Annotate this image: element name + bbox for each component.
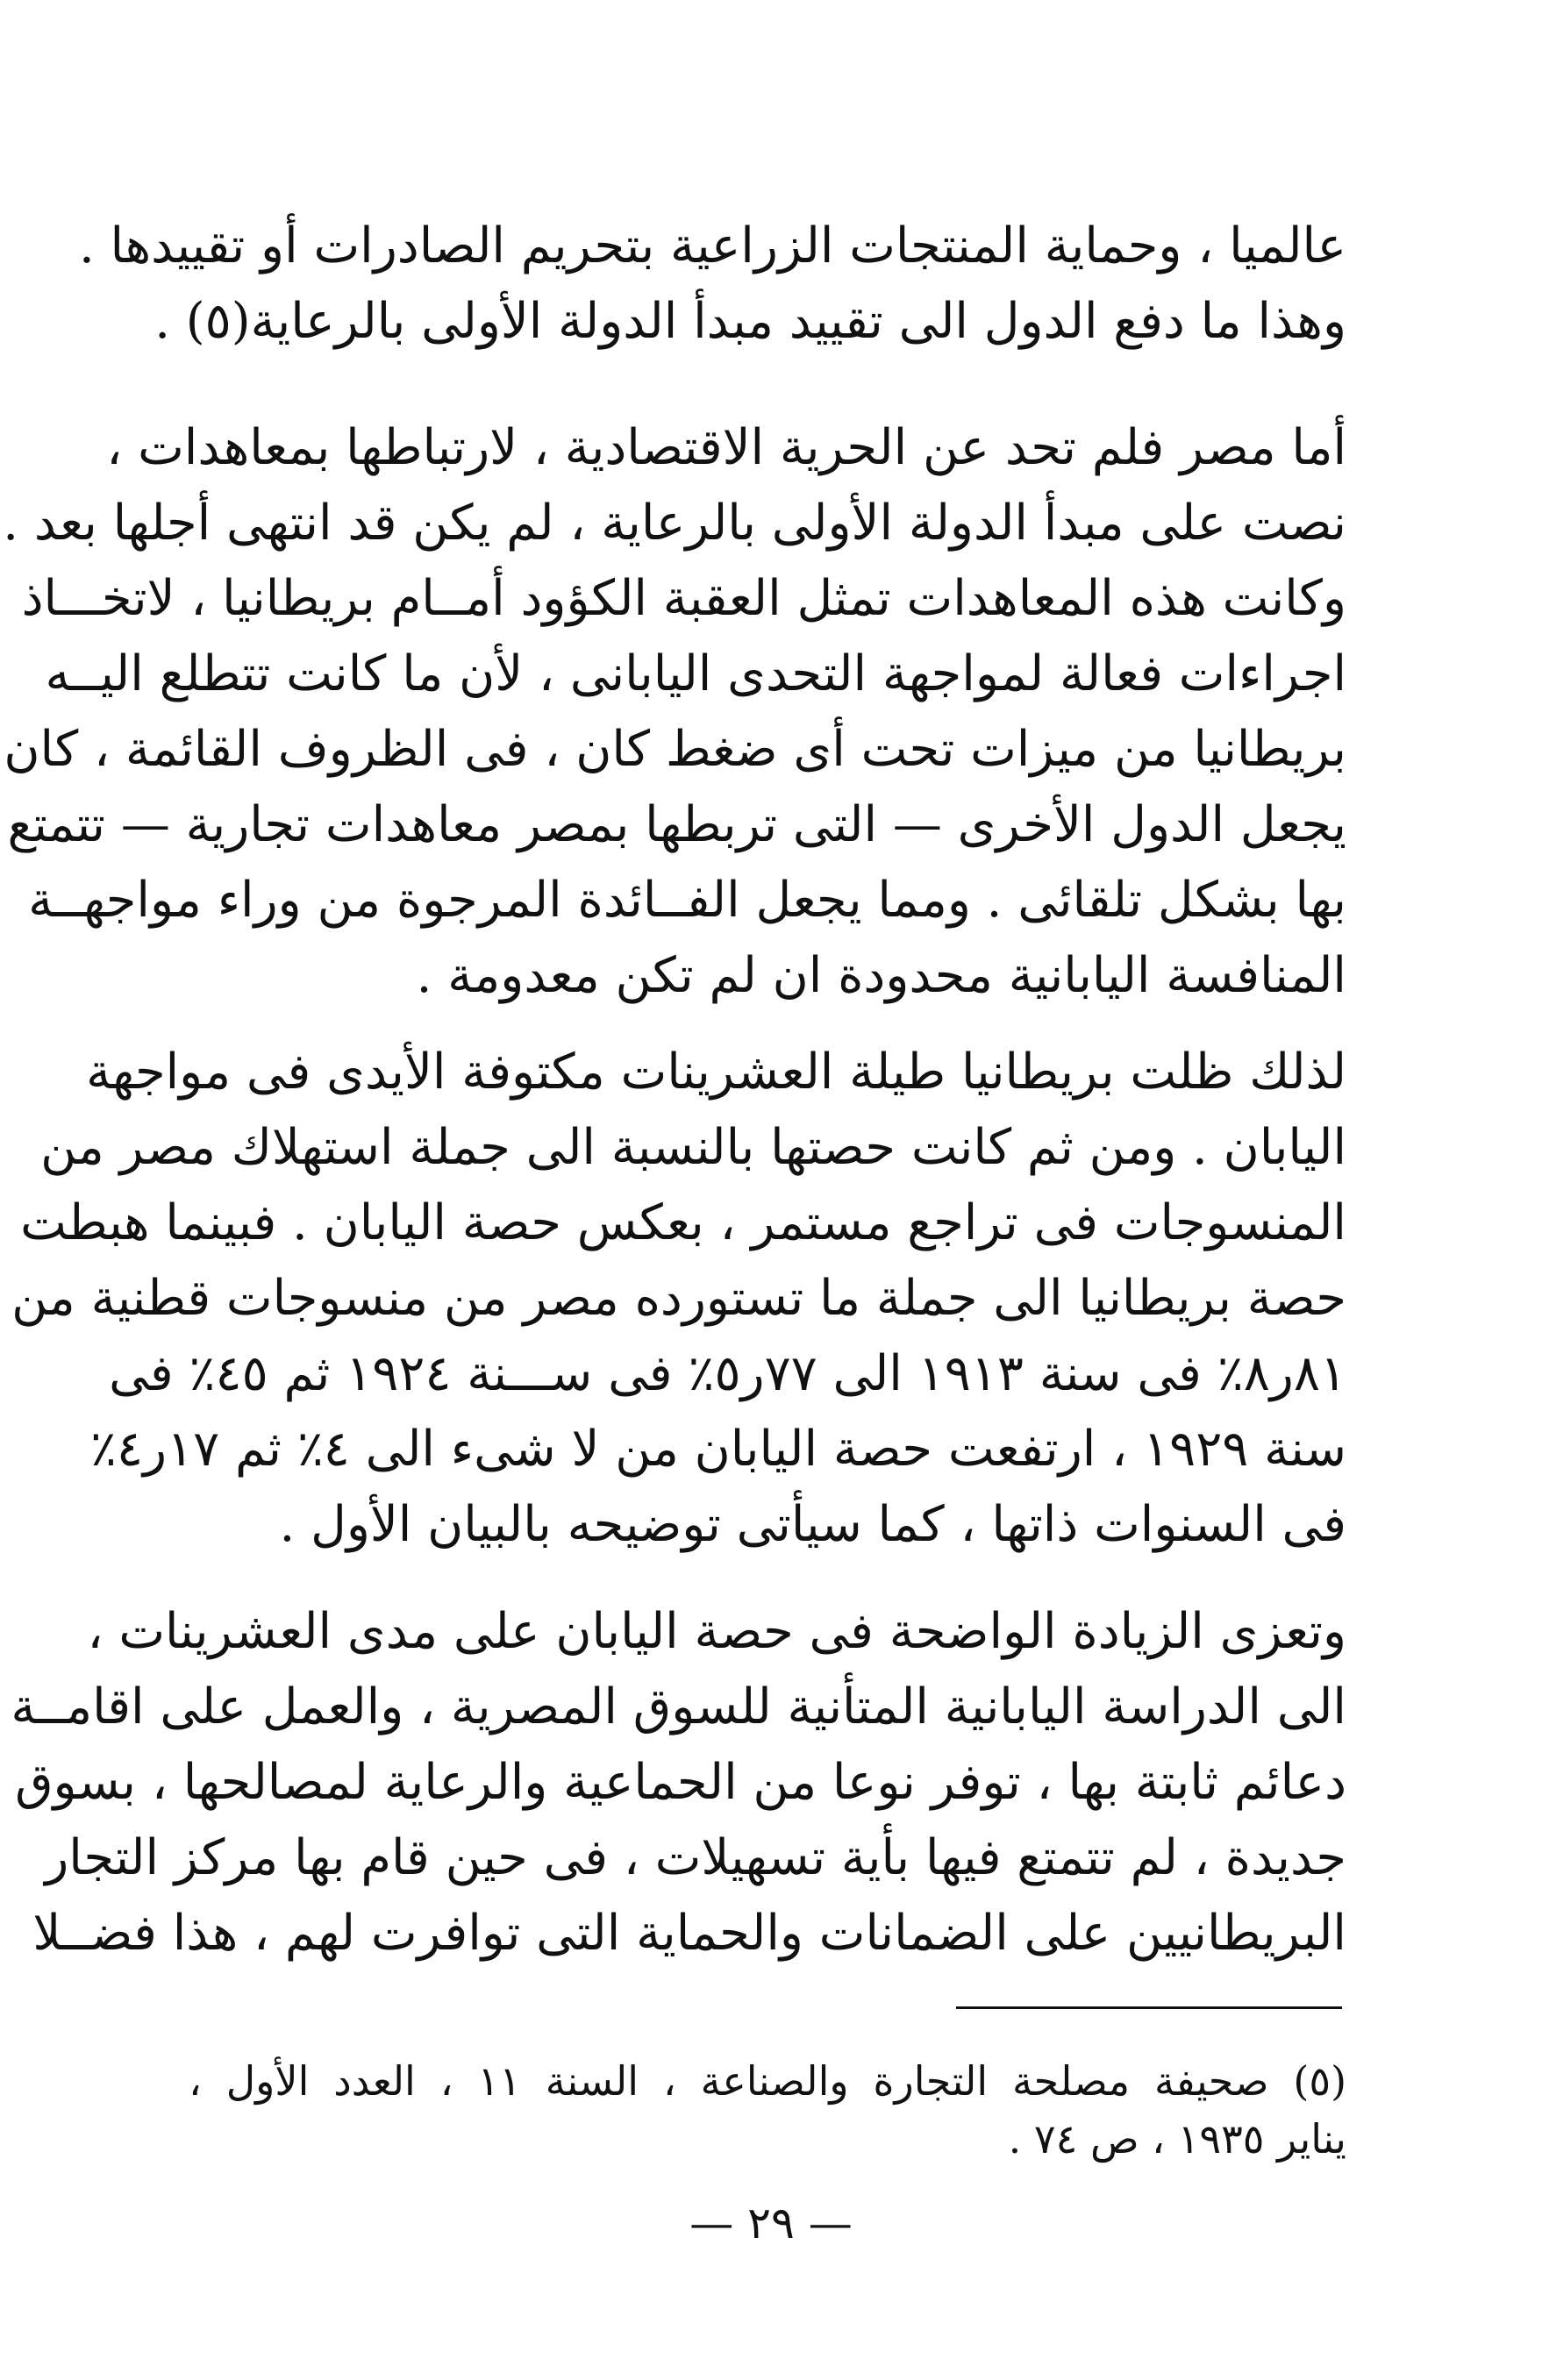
text-line: وهذا ما دفع الدول الى تقييد مبدأ الدولة الأولى بالرعاية(٥) . [154,293,1346,350]
text-line: دعائم ثابتة بها ، توفر نوعا من الحماعية والرعاية لمصالحها ، بسوق [15,1754,1346,1811]
text-line: المنسوجات فى تراجع مستمر ، بعكس حصة اليابان . فبينما هبطت [20,1194,1346,1251]
text-line: بها بشكل تلقائى . ومما يجعل الفــائدة المرجوة من وراء مواجهــة [28,872,1346,929]
text-line: المنافسة اليابانية محدودة ان لم تكن معدومة . [416,947,1346,1004]
paragraph-4 [11,1594,1346,1971]
text-line: وكانت هذه المعاهدات تمثل العقبة الكؤود أمــام بريطانيا ، لاتخـــاذ [21,570,1346,627]
text-line: حصة بريطانيا الى جملة ما تستورده مصر من منسوجات قطنية من [11,1270,1346,1327]
text-line: لذلك ظلت بريطانيا طيلة العشرينات مكتوفة الأيدى فى مواجهة [86,1044,1346,1101]
paragraph-2 [3,410,1346,1014]
text-line: اجراءات فعالة لمواجهة التحدى اليابانى ، لأن ما كانت تتطلع اليــه [45,645,1346,702]
text-line: ٨١ر٨٪ فى سنة ١٩١٣ الى ٧٧ر٥٪ فى ســـنة ١٩٢٤ ثم ٤٥٪ فى [109,1345,1346,1402]
footnote-line: (٥) صحيفة مصلحة التجارة والصناعة ، السنة ١١ ، العدد الأول ، [189,2057,1347,2105]
text-line: نصت على مبدأ الدولة الأولى بالرعاية ، لم يكن قد انتهى أجلها بعد . [3,495,1346,552]
paragraph-3 [11,1035,1346,1563]
footnote [189,2052,1346,2168]
text-line: أما مصر فلم تحد عن الحرية الاقتصادية ، لارتباطها بمعاهدات ، [106,419,1346,476]
text-line: عالميا ، وحماية المنتجات الزراعية بتحريم الصادرات أو تقييدها . [78,217,1346,274]
text-line: البريطانيين على الضمانات والحماية التى توافرت لهم ، هذا فضــلا [32,1905,1346,1962]
text-line: يجعل الدول الأخرى — التى تربطها بمصر معاهدات تجارية — تتمتع [7,796,1346,853]
text-line: جديدة ، لم تتمتع فيها بأية تسهيلات ، فى حين قام بها مركز التجار [45,1829,1346,1886]
text-line: بريطانيا من ميزات تحت أى ضغط كان ، فى الظروف القائمة ، كان [4,721,1346,778]
text-line: الى الدراسة اليابانية المتأنية للسوق المصرية ، والعمل على اقامــة [11,1678,1346,1735]
text-line: فى السنوات ذاتها ، كما سيأتى توضيحه بالبيان الأول . [279,1496,1346,1553]
page-number: — ٢٩ — [689,2198,853,2248]
text-line: وتعزى الزيادة الواضحة فى حصة اليابان على مدى العشرينات ، [87,1603,1346,1660]
footnote-line: يناير ١٩٣٥ ، ص ٧٤ . [1008,2115,1346,2163]
footnote-divider [956,2006,1342,2009]
text-line: سنة ١٩٢٩ ، ارتفعت حصة اليابان من لا شىء الى ٤٪ ثم ١٧ر٤٪ [89,1421,1346,1478]
paragraph-1 [78,209,1346,360]
text-line: اليابان . ومن ثم كانت حصتها بالنسبة الى جملة استهلاك مصر من [40,1119,1346,1176]
